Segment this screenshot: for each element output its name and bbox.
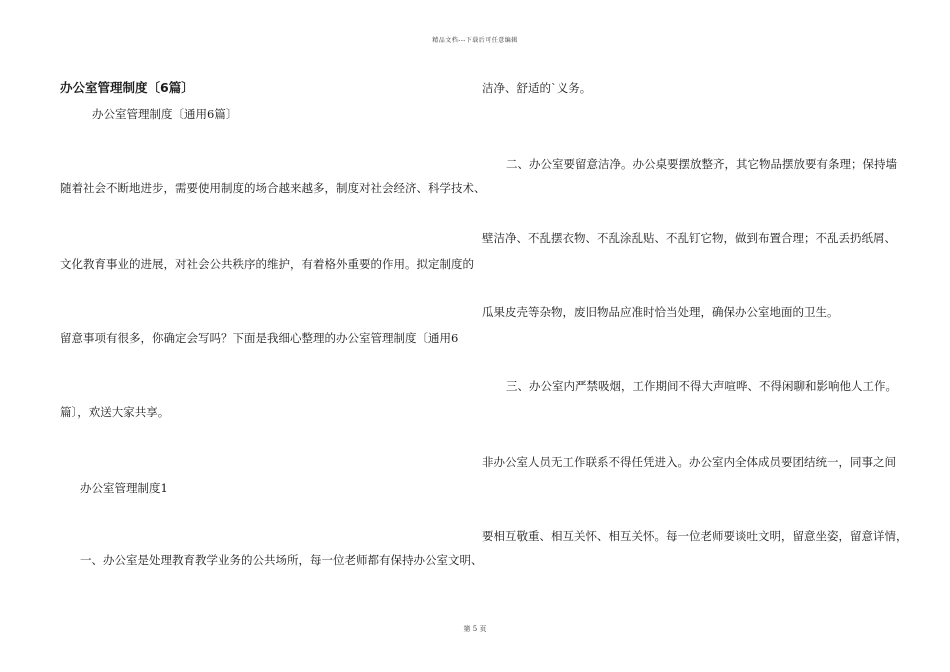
- intro-line-3: 留意事项有很多，你确定会写吗？下面是我细心整理的办公室管理制度〔通用6: [60, 331, 459, 345]
- document-subtitle: 办公室管理制度〔通用6篇〕: [92, 107, 238, 121]
- section-heading: 办公室管理制度1: [80, 481, 168, 495]
- item-1-line: 一、办公室是处理教育教学业务的公共场所，每一位老师都有保持办公室文明、: [80, 553, 483, 567]
- intro-line-1: 随着社会不断地进步，需要使用制度的场合越来越多，制度对社会经济、科学技术、: [60, 181, 486, 195]
- right-line-4: 瓜果皮壳等杂物，废旧物品应准时恰当处理，确保办公室地面的卫生。: [482, 305, 839, 319]
- right-line-2: 二、办公室要留意洁净。办公桌要摆放整齐，其它物品摆放要有条理；保持墙: [506, 157, 897, 171]
- right-line-7: 要相互敬重、相互关怀、相互关怀。每一位老师要谈吐文明，留意坐姿，留意详情，: [482, 529, 908, 543]
- page-header: 精品文档---下载后可任意编辑: [432, 37, 518, 44]
- document-title: 办公室管理制度〔6篇〕: [60, 80, 194, 95]
- right-line-3: 壁洁净、不乱摆衣物、不乱涂乱贴、不乱钉它物，做到布置合理；不乱丢扔纸屑、: [482, 231, 896, 245]
- right-line-6: 非办公室人员无工作联系不得任凭进入。办公室内全体成员要团结统一，同事之间: [482, 455, 896, 469]
- page-footer: 第 5 页: [463, 625, 487, 633]
- intro-line-2: 文化教育事业的进展，对社会公共秩序的维护，有着格外重要的作用。拟定制度的: [60, 257, 474, 271]
- intro-line-4: 篇〕，欢送大家共享。: [60, 405, 170, 419]
- right-line-5: 三、办公室内严禁吸烟，工作期间不得大声喧哗、不得闲聊和影响他人工作。: [506, 379, 897, 393]
- right-line-1: 洁净、舒适的`义务。: [482, 81, 592, 95]
